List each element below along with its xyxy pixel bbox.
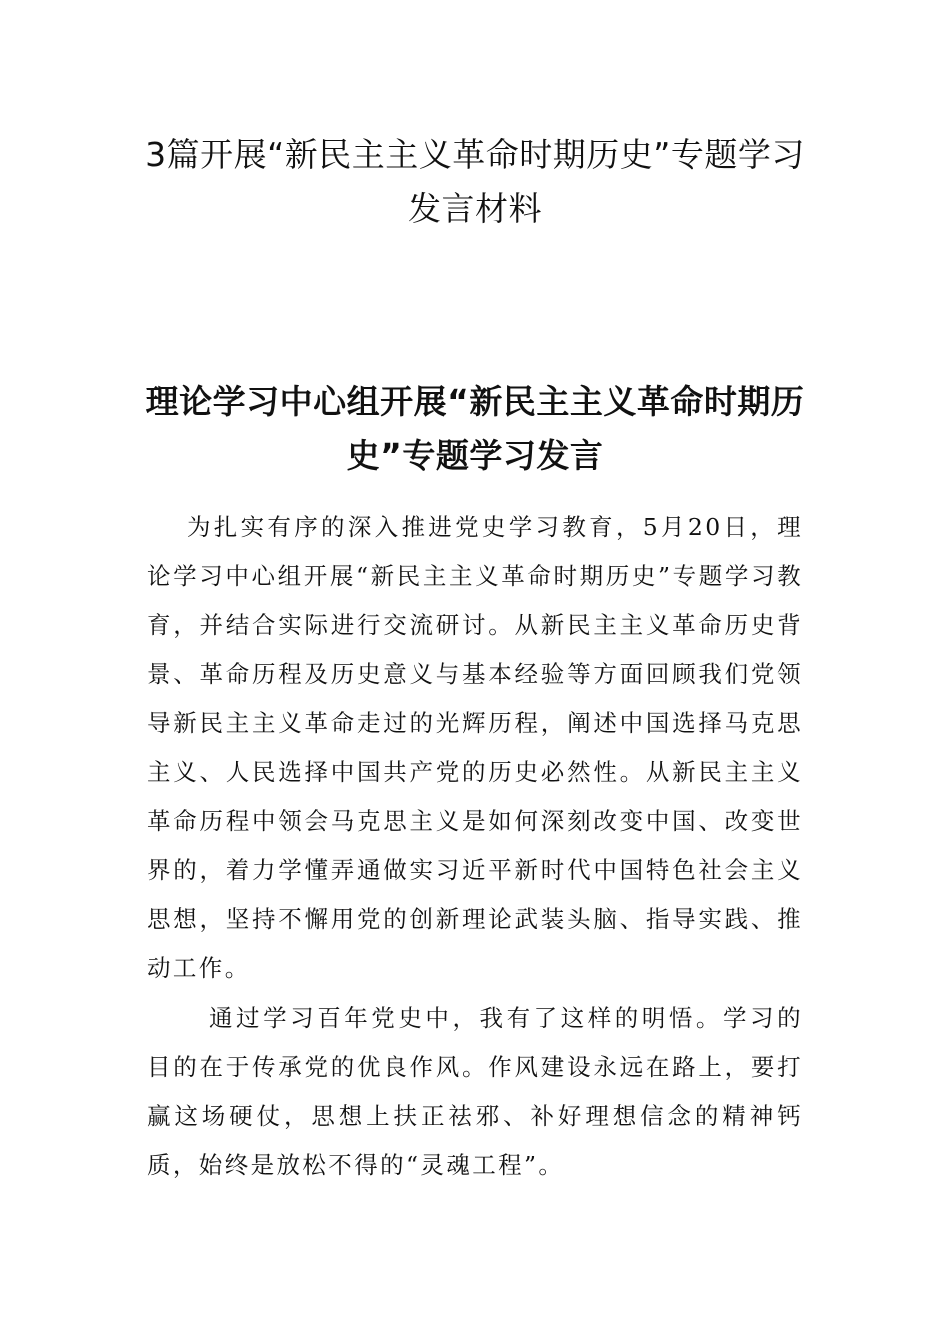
section-title: 理论学习中心组开展“新民主主义革命时期历史”专题学习发言 — [145, 382, 805, 475]
paragraph-1: 为扎实有序的深入推进党史学习教育，5月20日，理论学习中心组开展“新民主主义革命时期历史”专题学习教育，并结合实际进行交流研讨。从新民主主义革命历史背景、革命历程及历史意义与基本经验等方面回顾我们党领导新民主主义革命走过的光辉历程，阐述中国选择马克思主义、人民选择中国共产党的历史必然性。从新民主主义革命历程中领会马克思主义是如何深刻改变中国、改变世界的，着力学懂弄通做实习近平新时代中国特色社会主义思想，坚持不懈用党的创新理论武装头脑、指导实践、推动工作。 — [147, 513, 803, 982]
paragraph-2: 通过学习百年党史中，我有了这样的明悟。学习的目的在于传承党的优良作风。作风建设永远在路上，要打赢这场硬仗，思想上扶正祛邪、补好理想信念的精神钙质，始终是放松不得的“灵魂工程”。 — [147, 1004, 803, 1179]
document-body — [147, 503, 803, 1191]
document-title: 3篇开展“新民主主义革命时期历史”专题学习发言材料 — [145, 135, 805, 228]
